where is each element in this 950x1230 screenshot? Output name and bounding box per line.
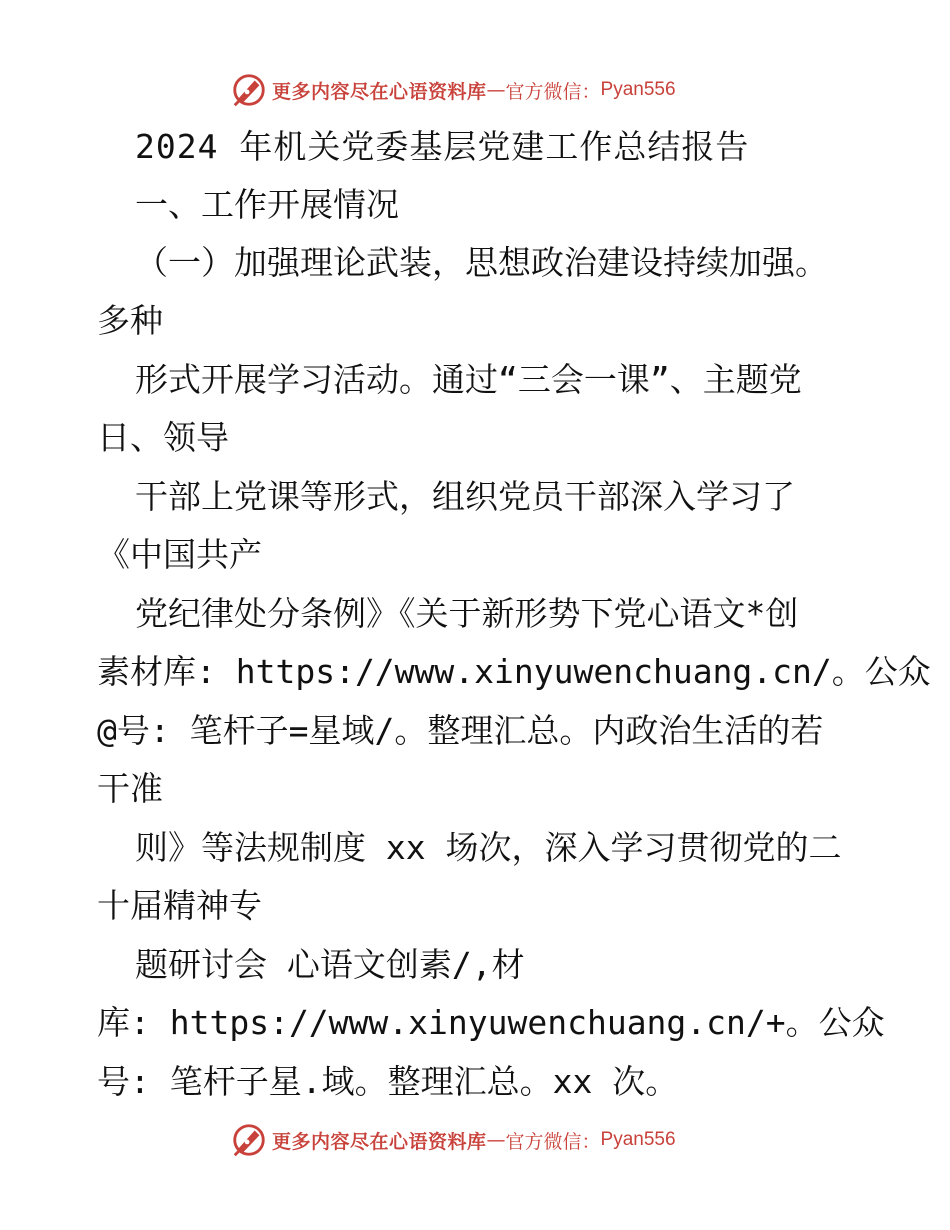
banner-wechat-id: Pyan556 [600,79,676,100]
banner-dash: — [486,79,506,101]
body-line: 号: 笔杆子星.域。整理汇总。xx 次。 [97,1062,679,1101]
pen-nib-logo-icon [230,1121,268,1159]
body-line: 形式开展学习活动。通过“三会一课”、主题党 [135,360,802,399]
footer-banner [230,1120,676,1160]
body-line: @号: 笔杆子=星域/。整理汇总。内政治生活的若 [97,711,824,750]
body-line: 则》等法规制度 xx 场次，深入学习贯彻党的二 [135,828,842,867]
banner-text: 更多内容尽在心语资料库 [272,80,487,103]
body-line: 干部上党课等形式，组织党员干部深入学习了 [135,477,795,516]
header-banner [230,70,676,110]
banner-dash: — [486,1129,506,1151]
banner-wechat-id: Pyan556 [600,1129,676,1150]
body-line: 日、领导 [97,418,229,457]
body-line: 题研讨会 心语文创素/,材 [135,945,525,984]
document-title: 2024 年机关党委基层党建工作总结报告 [135,127,750,166]
body-line: 干准 [97,769,163,808]
pen-nib-logo-icon [230,71,268,109]
body-line: 素材库: https://www.xinyuwenchuang.cn/。公众 [97,652,931,691]
body-line: 十届精神专 [97,886,262,925]
body-line: 库: https://www.xinyuwenchuang.cn/+。公众 [97,1003,885,1042]
body-line: 多种 [97,301,163,340]
body-line: 党纪律处分条例》《关于新形势下党心语文*创 [135,594,799,633]
banner-text: 更多内容尽在心语资料库 [272,1130,487,1153]
section-heading: 一、工作开展情况 [135,185,399,224]
body-line: （一）加强理论武装，思想政治建设持续加强。 [135,243,828,282]
banner-suffix: 官方微信： [505,80,601,103]
body-line: 《中国共产 [97,535,262,574]
banner-suffix: 官方微信： [505,1130,601,1153]
